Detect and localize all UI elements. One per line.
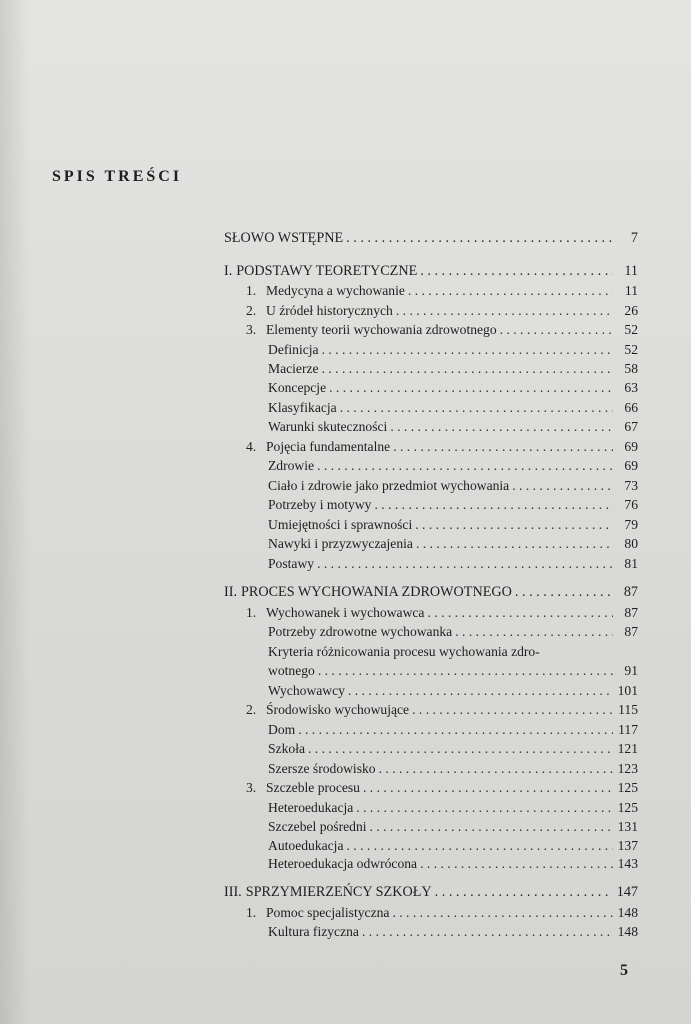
toc-subentry[interactable] xyxy=(268,759,638,778)
toc-entry-title: Szersze środowisko xyxy=(268,761,376,776)
leader-dots xyxy=(415,515,613,534)
toc-subentry[interactable] xyxy=(268,739,638,758)
toc-entry-title: Dom xyxy=(268,722,296,737)
toc-subentry[interactable] xyxy=(268,495,638,514)
toc-entry-title: Szczebel pośredni xyxy=(268,819,367,834)
toc-entry-page: 69 xyxy=(624,439,638,454)
toc-entry-page: 81 xyxy=(624,556,638,571)
toc-entry[interactable] xyxy=(246,700,638,719)
toc-subentry[interactable] xyxy=(268,661,638,680)
toc-subentry[interactable] xyxy=(268,720,638,739)
toc-entry-page: 148 xyxy=(617,905,638,920)
toc-entry-title: Macierze xyxy=(268,361,319,376)
toc-entry-page: 26 xyxy=(624,303,638,318)
toc-entry-number: 3. xyxy=(246,322,257,337)
toc-entry-page: 148 xyxy=(617,924,638,939)
toc-entry-title: Medycyna a wychowanie xyxy=(266,283,405,298)
toc-subentry[interactable] xyxy=(268,359,638,378)
leader-dots xyxy=(362,922,613,941)
toc-entry-title: U źródeł historycznych xyxy=(266,303,393,318)
toc-entry-page: 80 xyxy=(624,536,638,551)
toc-entry-page: 87 xyxy=(623,584,638,600)
toc-entry-title: Potrzeby i motywy xyxy=(268,497,372,512)
toc-entry-title: Szkoła xyxy=(268,741,305,756)
toc-entry-page: 143 xyxy=(617,856,638,871)
toc-subentry[interactable] xyxy=(268,922,638,941)
leader-dots xyxy=(412,700,613,719)
leader-dots xyxy=(348,681,613,700)
leader-dots xyxy=(322,340,613,359)
leader-dots xyxy=(308,739,613,758)
toc-entry-page: 87 xyxy=(624,605,638,620)
toc-subentry[interactable] xyxy=(268,398,638,417)
toc-entry-page: 63 xyxy=(624,380,638,395)
toc-subentry[interactable] xyxy=(268,515,638,534)
toc-entry-page: 147 xyxy=(616,884,638,900)
leader-dots xyxy=(435,883,613,902)
leader-dots xyxy=(420,854,613,873)
toc-entry-title: PROCES WYCHOWANIA ZDROWOTNEGO xyxy=(241,584,512,600)
toc-entry-page: 125 xyxy=(617,780,638,795)
toc-entry-page: 123 xyxy=(617,761,638,776)
toc-entry-page: 66 xyxy=(624,400,638,415)
toc-entry-page: 87 xyxy=(624,624,638,639)
toc-part-number: III. xyxy=(224,884,242,900)
toc-entry-page: 79 xyxy=(624,517,638,532)
toc-subentry[interactable] xyxy=(268,340,638,359)
leader-dots xyxy=(356,798,613,817)
toc-entry-title: Zdrowie xyxy=(268,458,315,473)
leader-dots xyxy=(393,437,613,456)
toc-entry[interactable] xyxy=(246,320,638,339)
toc-entry-title: Umiejętności i sprawności xyxy=(268,517,413,532)
leader-dots xyxy=(408,281,613,300)
toc-subentry[interactable] xyxy=(268,456,638,475)
leader-dots xyxy=(298,720,613,739)
toc-subentry[interactable] xyxy=(268,476,638,495)
toc-subentry[interactable] xyxy=(268,554,638,573)
toc-subentry[interactable] xyxy=(268,854,638,873)
toc-entry-number: 1. xyxy=(246,605,257,620)
toc-entry-title: Wychowanek i wychowawca xyxy=(266,605,425,620)
toc-entry-title: Potrzeby zdrowotne wychowanka xyxy=(268,624,453,639)
leader-dots xyxy=(346,229,613,248)
toc-entry-page: 137 xyxy=(617,838,638,853)
toc-entry-page: 76 xyxy=(624,497,638,512)
toc-subentry[interactable] xyxy=(268,817,638,836)
leader-dots xyxy=(396,301,613,320)
leader-dots xyxy=(515,583,613,602)
toc-entry-number: 2. xyxy=(246,303,257,318)
page-edge-shadow xyxy=(0,0,30,1024)
leader-dots xyxy=(363,778,613,797)
toc-subentry[interactable] xyxy=(268,681,638,700)
toc-entry-title: Pomoc specjalistyczna xyxy=(266,905,390,920)
toc-entry-page: 11 xyxy=(624,283,638,298)
toc-entry-title: Klasyfikacja xyxy=(268,400,337,415)
leader-dots xyxy=(379,759,613,778)
leader-dots xyxy=(347,836,614,855)
toc-entry-page: 115 xyxy=(618,702,638,717)
toc-entry-page: 101 xyxy=(617,683,638,698)
toc-entry-title: Elementy teorii wychowania zdrowotnego xyxy=(266,322,497,337)
toc-subentry-wrapped-line[interactable]: Kryteria różnicowania procesu wychowania zdro- xyxy=(268,644,540,659)
toc-entry-number: 4. xyxy=(246,439,257,454)
toc-entry-title: SPRZYMIERZEŃCY SZKOŁY xyxy=(245,884,432,900)
toc-entry-page: 52 xyxy=(624,342,638,357)
toc-entry-page: 125 xyxy=(617,800,638,815)
toc-entry-title: wotnego xyxy=(268,663,315,678)
toc-subentry[interactable] xyxy=(268,836,638,855)
toc-subentry[interactable] xyxy=(268,534,638,553)
toc-entry-page: 7 xyxy=(630,230,638,246)
leader-dots xyxy=(322,359,613,378)
toc-part-3[interactable] xyxy=(224,883,638,902)
toc-entry-title: Autoedukacja xyxy=(268,838,344,853)
leader-dots xyxy=(374,495,613,514)
page-number: 5 xyxy=(620,962,628,979)
toc-entry-title: Nawyki i przyzwyczajenia xyxy=(268,536,413,551)
toc-entry[interactable] xyxy=(246,437,638,456)
toc-entry-page: 121 xyxy=(617,741,638,756)
toc-heading: SPIS TREŚCI xyxy=(52,168,183,185)
leader-dots xyxy=(416,534,613,553)
toc-part-2[interactable] xyxy=(224,583,638,602)
toc-subentry[interactable] xyxy=(268,378,638,397)
toc-entry[interactable] xyxy=(246,778,638,797)
toc-entry-page: 117 xyxy=(618,722,638,737)
toc-part-number: I. xyxy=(224,263,233,279)
leader-dots xyxy=(500,320,613,339)
toc-subentry[interactable] xyxy=(268,622,638,641)
leader-dots xyxy=(427,603,613,622)
leader-dots xyxy=(329,378,613,397)
toc-entry-page: 67 xyxy=(624,419,638,434)
leader-dots xyxy=(318,661,613,680)
toc-entry-page: 69 xyxy=(624,458,638,473)
toc-entry[interactable] xyxy=(246,281,638,300)
toc-entry-page: 58 xyxy=(624,361,638,376)
leader-dots xyxy=(370,817,613,836)
toc-entry[interactable] xyxy=(246,603,638,622)
toc-part-1[interactable] xyxy=(224,262,638,281)
toc-entry-title: Kultura fizyczna xyxy=(268,924,359,939)
toc-entry-number: 1. xyxy=(246,283,257,298)
toc-entry-title: PODSTAWY TEORETYCZNE xyxy=(236,263,418,279)
leader-dots xyxy=(420,262,613,281)
toc-subentry[interactable] xyxy=(268,798,638,817)
toc-entry-title: Wychowawcy xyxy=(268,683,345,698)
toc-entry-number: 2. xyxy=(246,702,257,717)
toc-entry-title: Koncepcje xyxy=(268,380,327,395)
toc-entry-page: 91 xyxy=(624,663,638,678)
toc-entry-title: Warunki skuteczności xyxy=(268,419,388,434)
leader-dots xyxy=(392,903,613,922)
toc-entry-title: SŁOWO WSTĘPNE xyxy=(224,230,344,246)
toc-entry-title: Definicja xyxy=(268,342,319,357)
toc-subentry[interactable] xyxy=(268,417,638,436)
toc-entry-title: Szczeble procesu xyxy=(266,780,360,795)
leader-dots xyxy=(390,417,613,436)
toc-entry-title: Ciało i zdrowie jako przedmiot wychowania xyxy=(268,478,510,493)
toc-entry-page: 11 xyxy=(624,263,638,279)
leader-dots xyxy=(455,622,613,641)
toc-entry[interactable] xyxy=(246,903,638,922)
toc-entry[interactable] xyxy=(246,301,638,320)
toc-entry-number: 3. xyxy=(246,780,257,795)
toc-entry-page: 52 xyxy=(624,322,638,337)
leader-dots xyxy=(317,554,613,573)
toc-part-number: II. xyxy=(224,584,237,600)
toc-entry-title: Heteroedukacja odwrócona xyxy=(268,856,418,871)
leader-dots xyxy=(340,398,613,417)
toc-entry-title: Postawy xyxy=(268,556,315,571)
toc-entry-title: Środowisko wychowujące xyxy=(266,702,410,717)
toc-entry-number: 1. xyxy=(246,905,257,920)
toc-entry-page: 73 xyxy=(624,478,638,493)
toc-entry-title: Heteroedukacja xyxy=(268,800,354,815)
leader-dots xyxy=(512,476,613,495)
toc-entry-title: Pojęcia fundamentalne xyxy=(266,439,391,454)
toc-entry-preface[interactable] xyxy=(224,229,638,248)
leader-dots xyxy=(317,456,613,475)
toc-entry-page: 131 xyxy=(617,819,638,834)
